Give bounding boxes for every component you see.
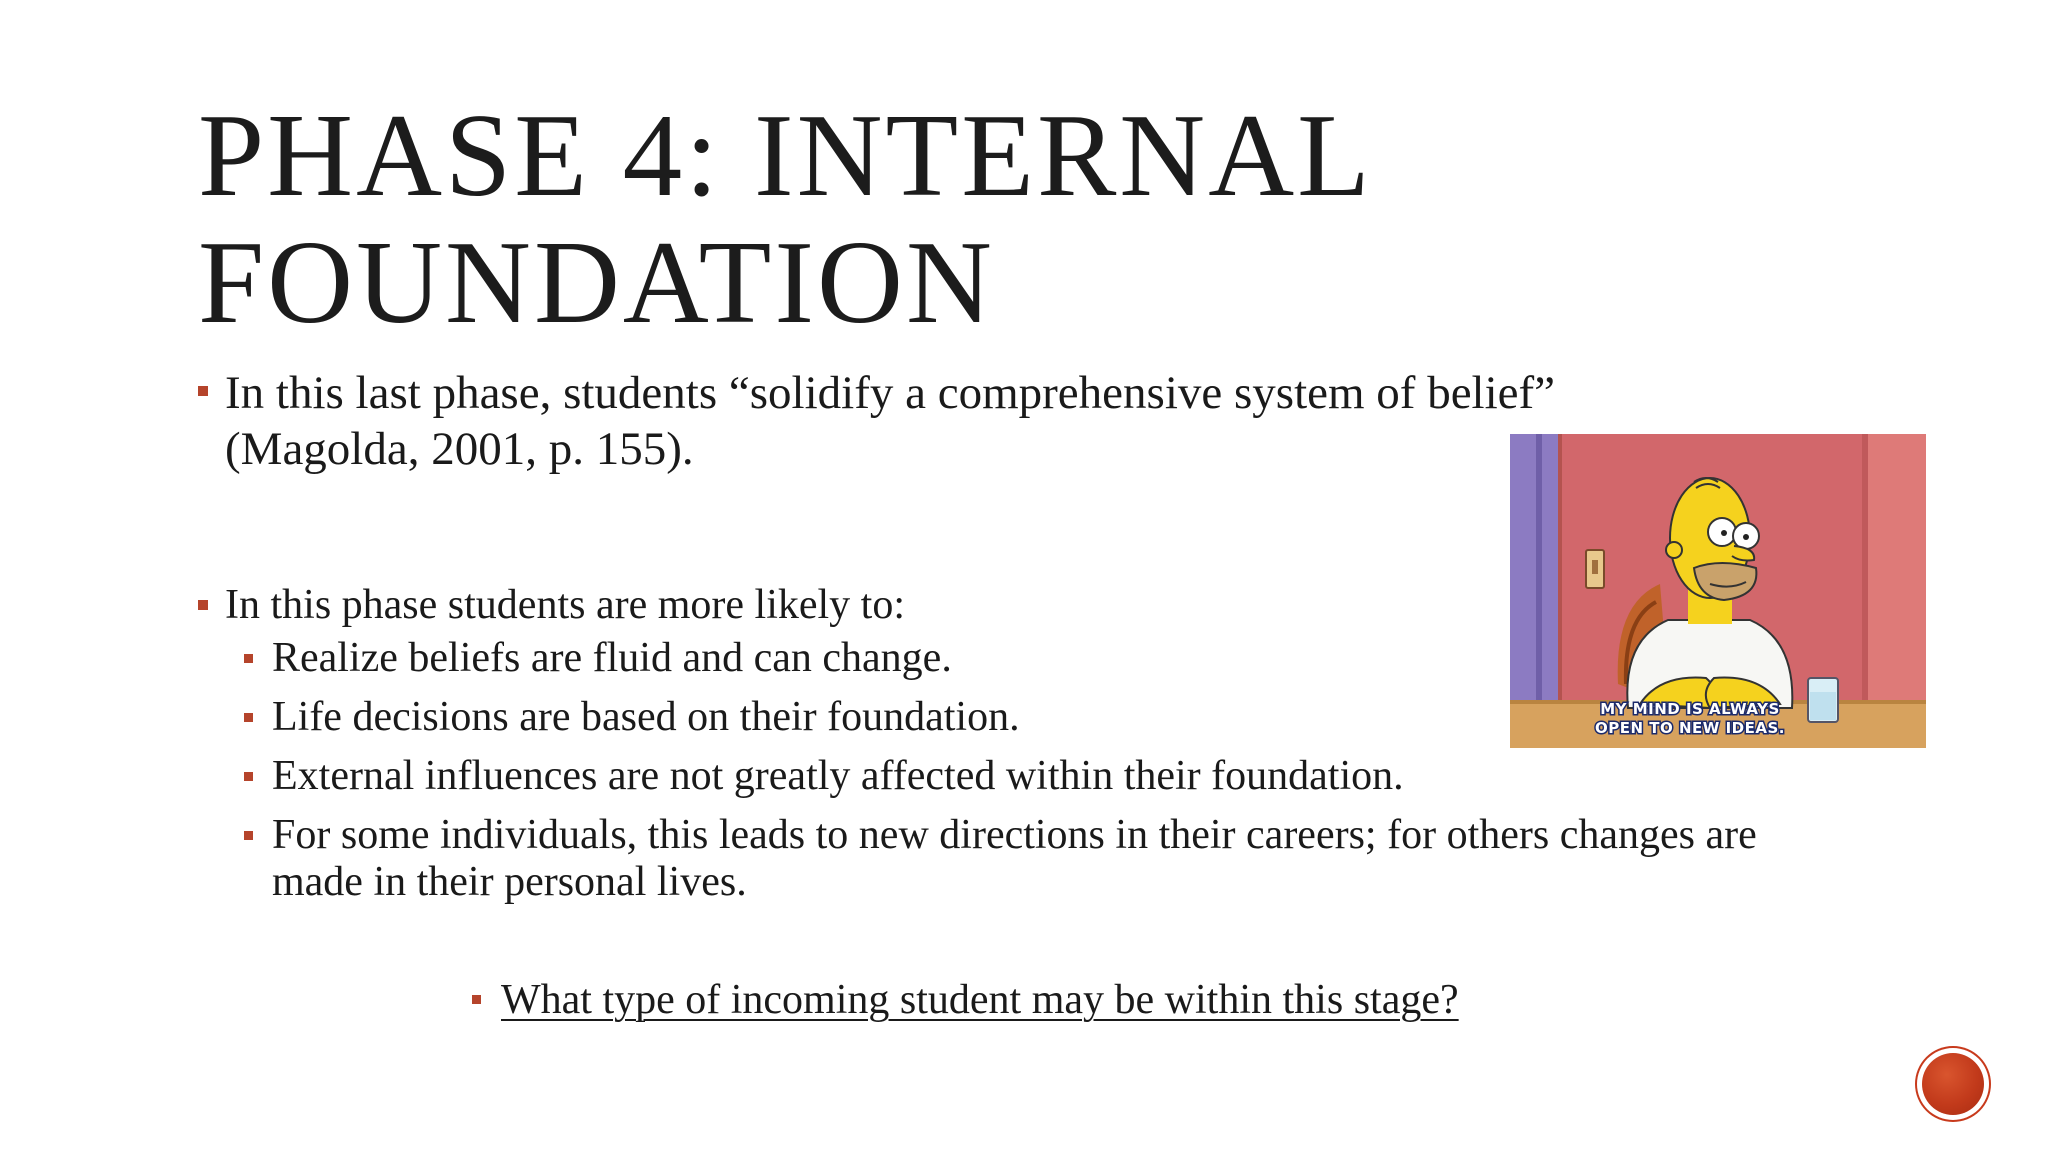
- sub-bullet-item: [244, 753, 1844, 800]
- bullet-text: In this phase students are more likely to:: [225, 582, 906, 628]
- cartoon-illustration: [1510, 434, 1926, 748]
- title-line-1: PHASE 4: INTERNAL: [198, 89, 1373, 221]
- sub-bullet-item: [244, 812, 1804, 906]
- bullet-text: In this last phase, students “solidify a comprehensive system of belief” (Magolda, 2001, p. 155).: [225, 367, 1556, 475]
- sub-bullet-text: Realize beliefs are fluid and can change.: [272, 635, 952, 681]
- bullet-square-icon: [244, 831, 253, 840]
- caption-line-1: MY MIND IS ALWAYS: [1600, 700, 1780, 718]
- bullet-square-icon: [198, 600, 208, 610]
- caption-line-2: OPEN TO NEW IDEAS.: [1595, 719, 1785, 737]
- question-link[interactable]: What type of incoming student may be within this stage?: [501, 977, 1459, 1023]
- homer-cartoon-image: [1510, 434, 1926, 748]
- sub-bullet-text: External influences are not greatly affected within their foundation.: [272, 753, 1404, 799]
- bullet-item: [198, 580, 1498, 630]
- slide-nav-button[interactable]: [1917, 1048, 1989, 1120]
- slide-title: [198, 89, 1498, 348]
- bullet-square-icon: [244, 772, 253, 781]
- circle-nav-icon: [1922, 1053, 1984, 1115]
- bullet-square-icon: [244, 713, 253, 722]
- sub-bullet-text: For some individuals, this leads to new directions in their careers; for others changes are made in their personal lives.: [272, 812, 1757, 905]
- bullet-square-icon: [472, 995, 481, 1004]
- question-item: [472, 975, 1459, 1025]
- bullet-square-icon: [244, 654, 253, 663]
- title-line-2: FOUNDATION: [198, 216, 995, 348]
- bullet-square-icon: [198, 386, 208, 396]
- sub-bullet-text: Life decisions are based on their foundation.: [272, 694, 1020, 740]
